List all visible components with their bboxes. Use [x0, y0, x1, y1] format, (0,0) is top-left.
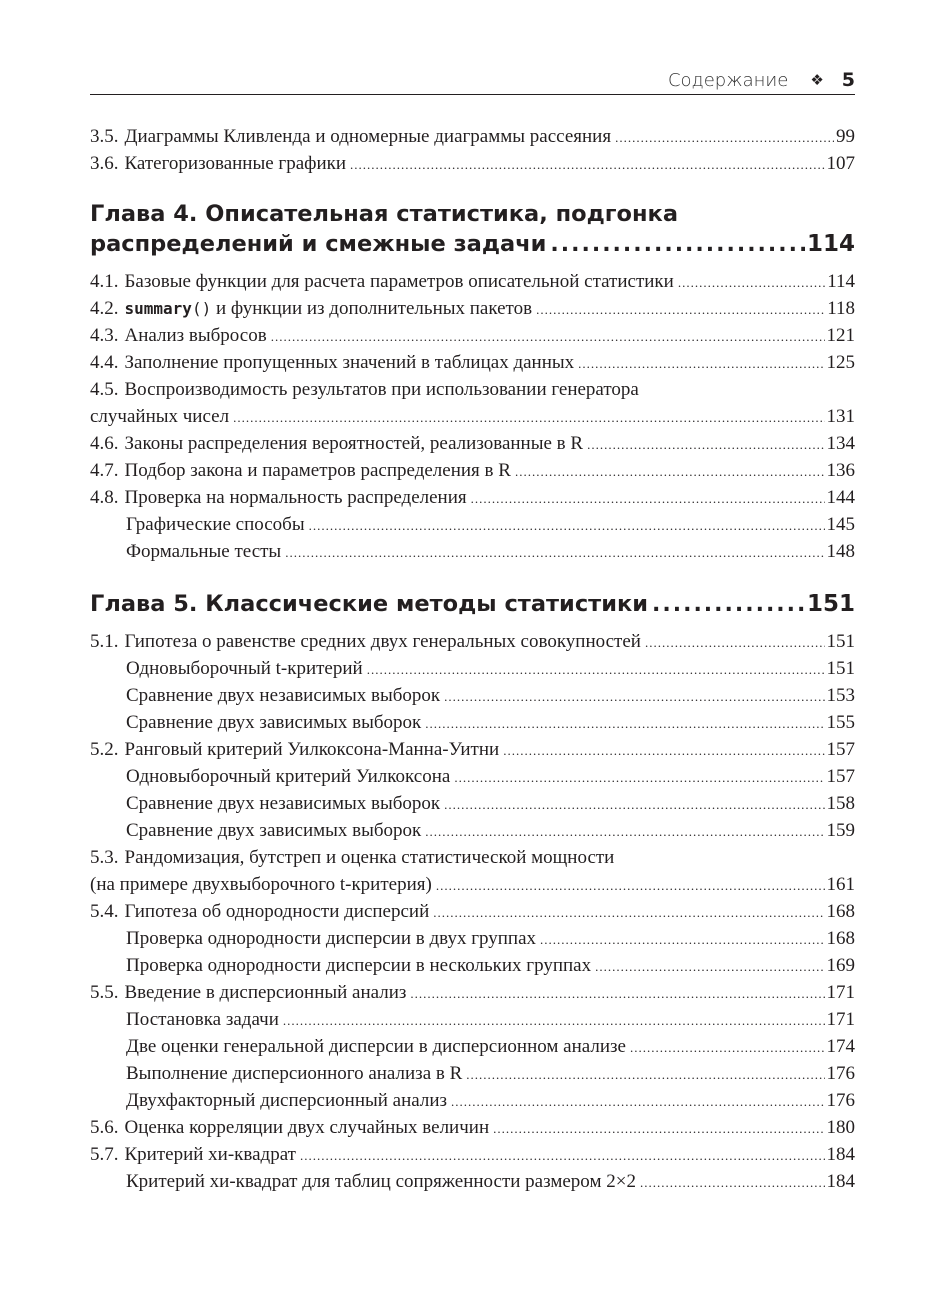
chapter-title-line1: Глава 5. Классические методы статистики [90, 591, 649, 617]
entry-page: 145 [826, 514, 855, 535]
entry-number: 5.1. [90, 631, 119, 652]
table-of-contents [90, 123, 855, 1195]
toc-entry[interactable] [90, 763, 855, 790]
chapter-4-entries [90, 268, 855, 565]
dot-leader [300, 1141, 825, 1169]
toc-entry[interactable] [90, 457, 855, 484]
entry-title: Критерий хи-квадрат [124, 1144, 296, 1165]
entry-title: Гипотеза об однородности дисперсий [124, 901, 430, 922]
entry-title: Категоризованные графики [124, 153, 347, 174]
toc-entry[interactable] [90, 150, 855, 177]
entry-title: Законы распределения вероятностей, реализованные в R [124, 433, 584, 454]
entry-title: Постановка задачи [126, 1009, 279, 1030]
toc-entry[interactable] [90, 268, 855, 295]
toc-entry[interactable] [90, 1006, 855, 1033]
dot-leader [271, 322, 825, 350]
entry-number: 4.6. [90, 433, 119, 454]
entry-page: 131 [826, 406, 855, 427]
dot-leader [471, 484, 825, 512]
dot-leader [466, 1060, 824, 1088]
entry-title: Гипотеза о равенстве средних двух генеральных совокупностей [124, 631, 641, 652]
entry-number: 4.8. [90, 487, 119, 508]
dot-leader [678, 268, 825, 296]
entry-number: 4.5. [90, 379, 119, 400]
chapter-4-heading[interactable] [90, 199, 855, 260]
entry-page: 180 [826, 1117, 855, 1138]
entry-page: 171 [826, 982, 855, 1003]
toc-entry[interactable] [90, 349, 855, 376]
entry-title-line2: случайных чисел [90, 406, 230, 427]
toc-entry[interactable] [90, 430, 855, 457]
entry-page: 118 [827, 298, 855, 319]
dot-leader [367, 655, 825, 683]
dot-leader [309, 511, 825, 539]
dot-leader [425, 817, 824, 845]
page-number: 5 [841, 69, 855, 91]
entry-title: Критерий хи-квадрат для таблиц сопряженности размером 2×2 [126, 1171, 636, 1192]
entry-page: 184 [826, 1144, 855, 1165]
toc-entry[interactable] [90, 322, 855, 349]
entry-title: Базовые функции для расчета параметров описательной статистики [124, 271, 674, 292]
entry-title: и функции из дополнительных пакетов [215, 298, 533, 319]
entry-page: 157 [826, 766, 855, 787]
entry-page: 161 [826, 874, 855, 895]
entry-title: Заполнение пропущенных значений в таблицах данных [124, 352, 575, 373]
entry-page: 125 [826, 352, 855, 373]
chapter-title-line2: распределений и смежные задачи [90, 231, 547, 257]
dot-leader [233, 403, 824, 431]
toc-entry-continuation[interactable] [90, 871, 855, 898]
entry-number: 4.3. [90, 325, 119, 346]
toc-entry[interactable] [90, 628, 855, 655]
entry-number: 5.7. [90, 1144, 119, 1165]
toc-entry[interactable] [90, 817, 855, 844]
dot-leader [503, 736, 824, 764]
entry-title: Проверка однородности дисперсии в двух группах [126, 928, 537, 949]
entry-number: 4.7. [90, 460, 119, 481]
entry-title: Двухфакторный дисперсионный анализ [126, 1090, 448, 1111]
toc-entry[interactable] [90, 1168, 855, 1195]
dot-leader [350, 150, 824, 178]
entry-page: 176 [826, 1063, 855, 1084]
entry-page: 184 [826, 1171, 855, 1192]
entry-title: Выполнение дисперсионного анализа в R [126, 1063, 463, 1084]
dot-leader [433, 898, 824, 926]
entry-number: 3.5. [90, 126, 119, 147]
dot-leader [540, 925, 824, 953]
chapter-page: 151 [806, 591, 855, 617]
running-header [90, 66, 855, 95]
toc-entry[interactable] [90, 123, 855, 150]
entry-title-line2: (на примере двухвыборочного t-критерия) [90, 874, 432, 895]
entry-number: 5.6. [90, 1117, 119, 1138]
toc-entry[interactable] [90, 538, 855, 565]
entry-title: Сравнение двух независимых выборок [126, 793, 441, 814]
dot-leader [285, 538, 824, 566]
entry-title: Формальные тесты [126, 541, 282, 562]
entry-page: 159 [826, 820, 855, 841]
entry-title: Сравнение двух независимых выборок [126, 685, 441, 706]
dot-leader [444, 682, 824, 710]
entry-page: 153 [826, 685, 855, 706]
entry-page: 121 [826, 325, 855, 346]
entry-title: Введение в дисперсионный анализ [124, 982, 407, 1003]
entry-page: 157 [826, 739, 855, 760]
entry-page: 99 [836, 126, 855, 147]
entry-page: 169 [826, 955, 855, 976]
entry-title: Воспроизводимость результатов при использовании генератора [124, 379, 639, 400]
toc-entry[interactable] [90, 655, 855, 682]
dot-leader [536, 295, 825, 323]
dot-leader [493, 1114, 824, 1142]
entry-title: Ранговый критерий Уилкоксона-Манна-Уитни [124, 739, 500, 760]
toc-entry[interactable] [90, 1060, 855, 1087]
entry-code-paren: () [191, 299, 212, 318]
toc-entry[interactable] [90, 511, 855, 538]
chapter-title-line1: Глава 4. Описательная статистика, подгонка [90, 201, 678, 227]
entry-number: 5.2. [90, 739, 119, 760]
toc-entry[interactable] [90, 898, 855, 925]
entry-title: Две оценки генеральной дисперсии в дисперсионном анализе [126, 1036, 626, 1057]
dot-leader [410, 979, 824, 1007]
toc-entry-continuation[interactable] [90, 403, 855, 430]
dot-leader [595, 952, 824, 980]
entry-title: Одновыборочный критерий Уилкоксона [126, 766, 451, 787]
chapter-5-entries [90, 628, 855, 1195]
entry-code: summary [124, 299, 192, 318]
toc-entry[interactable] [90, 925, 855, 952]
ornament-icon: ❖ [810, 71, 824, 89]
running-header-title: Содержание [667, 69, 789, 91]
dot-leader [454, 763, 824, 791]
entry-title: Графические способы [126, 514, 305, 535]
entry-title: Анализ выбросов [124, 325, 267, 346]
dot-leader [444, 790, 824, 818]
dot-leader [652, 589, 805, 620]
entry-page: 136 [826, 460, 855, 481]
toc-entry[interactable] [90, 952, 855, 979]
entry-title: Проверка однородности дисперсии в нескольких группах [126, 955, 592, 976]
top-entries [90, 123, 855, 177]
dot-leader [425, 709, 824, 737]
dot-leader [615, 123, 834, 151]
dot-leader [515, 457, 825, 485]
entry-page: 151 [826, 658, 855, 679]
entry-title: Проверка на нормальность распределения [124, 487, 467, 508]
chapter-page: 114 [806, 231, 855, 257]
entry-title: Сравнение двух зависимых выборок [126, 820, 422, 841]
entry-page: 144 [826, 487, 855, 508]
entry-title: Рандомизация, бутстреп и оценка статистической мощности [124, 847, 615, 868]
entry-page: 168 [826, 928, 855, 949]
toc-entry[interactable] [90, 979, 855, 1006]
entry-title: Диаграммы Кливленда и одномерные диаграммы рассеяния [124, 126, 612, 147]
toc-entry[interactable] [90, 1114, 855, 1141]
dot-leader [630, 1033, 825, 1061]
chapter-5-heading[interactable] [90, 589, 855, 620]
entry-page: 134 [826, 433, 855, 454]
entry-title: Сравнение двух зависимых выборок [126, 712, 422, 733]
dot-leader [550, 229, 805, 260]
entry-number: 4.2. [90, 298, 119, 319]
entry-page: 168 [826, 901, 855, 922]
dot-leader [640, 1168, 825, 1196]
entry-number: 4.4. [90, 352, 119, 373]
toc-entry[interactable] [90, 736, 855, 763]
entry-page: 174 [826, 1036, 855, 1057]
entry-number: 5.3. [90, 847, 119, 868]
toc-entry[interactable] [90, 1033, 855, 1060]
entry-title: Оценка корреляции двух случайных величин [124, 1117, 490, 1138]
dot-leader [451, 1087, 824, 1115]
entry-page: 107 [826, 153, 855, 174]
entry-page: 176 [826, 1090, 855, 1111]
dot-leader [436, 871, 825, 899]
toc-entry[interactable] [90, 484, 855, 511]
dot-leader [578, 349, 824, 377]
entry-title: Подбор закона и параметров распределения в R [124, 460, 511, 481]
dot-leader [283, 1006, 825, 1034]
toc-entry[interactable] [90, 682, 855, 709]
entry-page: 151 [826, 631, 855, 652]
dot-leader [587, 430, 824, 458]
entry-page: 114 [827, 271, 855, 292]
entry-number: 4.1. [90, 271, 119, 292]
entry-number: 5.5. [90, 982, 119, 1003]
entry-page: 148 [826, 541, 855, 562]
entry-number: 3.6. [90, 153, 119, 174]
toc-entry[interactable] [90, 844, 855, 871]
toc-entry[interactable] [90, 376, 855, 403]
toc-entry[interactable] [90, 709, 855, 736]
dot-leader [645, 628, 825, 656]
entry-page: 158 [826, 793, 855, 814]
entry-title: Одновыборочный t-критерий [126, 658, 363, 679]
entry-page: 155 [826, 712, 855, 733]
toc-entry[interactable] [90, 790, 855, 817]
toc-entry[interactable] [90, 1087, 855, 1114]
toc-entry[interactable] [90, 295, 855, 322]
entry-number: 5.4. [90, 901, 119, 922]
toc-entry[interactable] [90, 1141, 855, 1168]
entry-page: 171 [826, 1009, 855, 1030]
